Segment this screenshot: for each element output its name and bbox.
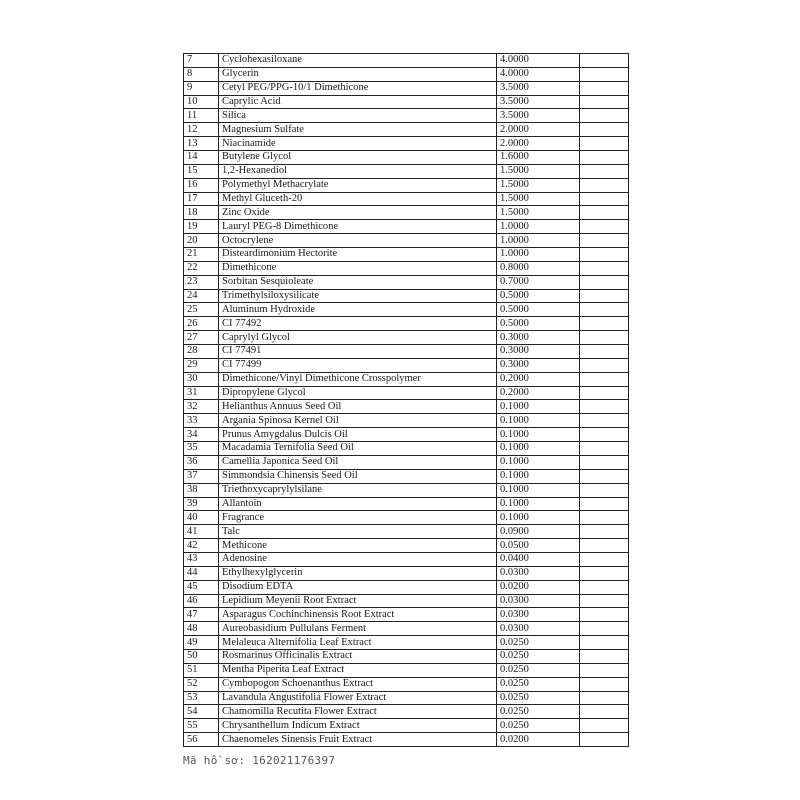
ingredient-name: Ethylhexylglycerin xyxy=(219,566,497,580)
ingredient-percentage: 0.0200 xyxy=(497,580,580,594)
row-number: 18 xyxy=(184,206,219,220)
row-number: 7 xyxy=(184,54,219,68)
ingredient-percentage: 1.6000 xyxy=(497,151,580,165)
table-row xyxy=(184,54,629,68)
ingredient-percentage: 4.0000 xyxy=(497,54,580,68)
table-row xyxy=(184,358,629,372)
table-row xyxy=(184,705,629,719)
ingredient-name: Octocrylene xyxy=(219,234,497,248)
row-number: 40 xyxy=(184,511,219,525)
ingredient-percentage: 1.5000 xyxy=(497,206,580,220)
table-row xyxy=(184,580,629,594)
table-row xyxy=(184,511,629,525)
empty-cell xyxy=(580,67,629,81)
empty-cell xyxy=(580,275,629,289)
table-row xyxy=(184,525,629,539)
row-number: 47 xyxy=(184,608,219,622)
ingredient-name: Camellia Japonica Seed Oil xyxy=(219,455,497,469)
ingredient-table-body xyxy=(184,54,629,747)
empty-cell xyxy=(580,95,629,109)
row-number: 28 xyxy=(184,345,219,359)
ingredient-percentage: 0.1000 xyxy=(497,497,580,511)
row-number: 24 xyxy=(184,289,219,303)
ingredient-percentage: 0.0250 xyxy=(497,705,580,719)
ingredient-name: Caprylic Acid xyxy=(219,95,497,109)
empty-cell xyxy=(580,123,629,137)
row-number: 13 xyxy=(184,137,219,151)
row-number: 54 xyxy=(184,705,219,719)
ingredient-percentage: 1.5000 xyxy=(497,164,580,178)
row-number: 15 xyxy=(184,164,219,178)
table-row xyxy=(184,372,629,386)
ingredient-percentage: 0.7000 xyxy=(497,275,580,289)
table-row xyxy=(184,95,629,109)
table-row xyxy=(184,497,629,511)
ingredient-name: Lauryl PEG-8 Dimethicone xyxy=(219,220,497,234)
table-row xyxy=(184,178,629,192)
table-row xyxy=(184,248,629,262)
row-number: 49 xyxy=(184,636,219,650)
ingredient-name: Butylene Glycol xyxy=(219,151,497,165)
ingredient-percentage: 1.5000 xyxy=(497,178,580,192)
row-number: 20 xyxy=(184,234,219,248)
ingredient-percentage: 2.0000 xyxy=(497,123,580,137)
table-row xyxy=(184,622,629,636)
ingredient-name: Talc xyxy=(219,525,497,539)
ingredient-percentage: 0.0200 xyxy=(497,733,580,747)
ingredient-name: CI 77499 xyxy=(219,358,497,372)
ingredient-name: Simmondsia Chinensis Seed Oil xyxy=(219,469,497,483)
empty-cell xyxy=(580,622,629,636)
ingredient-name: 1,2-Hexanediol xyxy=(219,164,497,178)
ingredient-name: Glycerin xyxy=(219,67,497,81)
ingredient-name: Aureobasidium Pullulans Ferment xyxy=(219,622,497,636)
row-number: 27 xyxy=(184,331,219,345)
ingredient-name: Chaenomeles Sinensis Fruit Extract xyxy=(219,733,497,747)
ingredient-name: Dipropylene Glycol xyxy=(219,386,497,400)
empty-cell xyxy=(580,220,629,234)
ingredient-name: Sorbitan Sesquioleate xyxy=(219,275,497,289)
row-number: 16 xyxy=(184,178,219,192)
ingredient-percentage: 0.1000 xyxy=(497,442,580,456)
empty-cell xyxy=(580,469,629,483)
table-row xyxy=(184,345,629,359)
empty-cell xyxy=(580,636,629,650)
ingredient-percentage: 0.1000 xyxy=(497,414,580,428)
row-number: 46 xyxy=(184,594,219,608)
table-row xyxy=(184,164,629,178)
ingredient-name: Macadamia Ternifolia Seed Oil xyxy=(219,442,497,456)
table-row xyxy=(184,719,629,733)
ingredient-percentage: 0.1000 xyxy=(497,483,580,497)
ingredient-percentage: 0.0500 xyxy=(497,539,580,553)
row-number: 9 xyxy=(184,81,219,95)
table-row xyxy=(184,303,629,317)
empty-cell xyxy=(580,372,629,386)
empty-cell xyxy=(580,691,629,705)
ingredient-percentage: 2.0000 xyxy=(497,137,580,151)
table-row xyxy=(184,455,629,469)
ingredient-percentage: 0.2000 xyxy=(497,386,580,400)
row-number: 11 xyxy=(184,109,219,123)
ingredient-percentage: 0.5000 xyxy=(497,289,580,303)
row-number: 42 xyxy=(184,539,219,553)
empty-cell xyxy=(580,317,629,331)
ingredient-percentage: 4.0000 xyxy=(497,67,580,81)
table-row xyxy=(184,275,629,289)
ingredient-percentage: 0.1000 xyxy=(497,511,580,525)
empty-cell xyxy=(580,206,629,220)
row-number: 17 xyxy=(184,192,219,206)
ingredient-percentage: 0.0250 xyxy=(497,663,580,677)
table-row xyxy=(184,663,629,677)
empty-cell xyxy=(580,677,629,691)
row-number: 36 xyxy=(184,455,219,469)
table-row xyxy=(184,81,629,95)
ingredient-name: Cetyl PEG/PPG-10/1 Dimethicone xyxy=(219,81,497,95)
table-row xyxy=(184,469,629,483)
row-number: 53 xyxy=(184,691,219,705)
empty-cell xyxy=(580,483,629,497)
table-row xyxy=(184,151,629,165)
row-number: 48 xyxy=(184,622,219,636)
empty-cell xyxy=(580,525,629,539)
empty-cell xyxy=(580,248,629,262)
ingredient-name: Methicone xyxy=(219,539,497,553)
empty-cell xyxy=(580,442,629,456)
row-number: 26 xyxy=(184,317,219,331)
empty-cell xyxy=(580,539,629,553)
empty-cell xyxy=(580,151,629,165)
table-row xyxy=(184,566,629,580)
row-number: 44 xyxy=(184,566,219,580)
ingredient-name: Allantoin xyxy=(219,497,497,511)
ingredient-percentage: 1.5000 xyxy=(497,192,580,206)
empty-cell xyxy=(580,511,629,525)
ingredient-name: Magnesium Sulfate xyxy=(219,123,497,137)
row-number: 32 xyxy=(184,400,219,414)
ingredient-percentage: 0.0250 xyxy=(497,636,580,650)
row-number: 22 xyxy=(184,261,219,275)
ingredient-percentage: 0.5000 xyxy=(497,317,580,331)
row-number: 12 xyxy=(184,123,219,137)
ingredient-percentage: 0.0250 xyxy=(497,691,580,705)
empty-cell xyxy=(580,719,629,733)
ingredient-name: Aluminum Hydroxide xyxy=(219,303,497,317)
table-row xyxy=(184,386,629,400)
table-row xyxy=(184,67,629,81)
ingredient-percentage: 0.1000 xyxy=(497,400,580,414)
ingredient-percentage: 0.8000 xyxy=(497,261,580,275)
ingredient-percentage: 0.3000 xyxy=(497,345,580,359)
empty-cell xyxy=(580,54,629,68)
ingredient-name: Triethoxycaprylylsilane xyxy=(219,483,497,497)
empty-cell xyxy=(580,234,629,248)
row-number: 41 xyxy=(184,525,219,539)
ingredient-name: Trimethylsiloxysilicate xyxy=(219,289,497,303)
row-number: 37 xyxy=(184,469,219,483)
row-number: 29 xyxy=(184,358,219,372)
table-row xyxy=(184,261,629,275)
ingredient-percentage: 0.0250 xyxy=(497,649,580,663)
ingredient-name: Mentha Piperita Leaf Extract xyxy=(219,663,497,677)
empty-cell xyxy=(580,345,629,359)
table-row xyxy=(184,594,629,608)
ingredient-name: Adenosine xyxy=(219,552,497,566)
ingredient-percentage: 0.0300 xyxy=(497,566,580,580)
ingredient-name: Chamomilla Recutita Flower Extract xyxy=(219,705,497,719)
empty-cell xyxy=(580,81,629,95)
row-number: 30 xyxy=(184,372,219,386)
row-number: 51 xyxy=(184,663,219,677)
table-row xyxy=(184,414,629,428)
empty-cell xyxy=(580,428,629,442)
table-row xyxy=(184,331,629,345)
record-code: Mã hồ sơ: 162021176397 xyxy=(183,754,336,767)
ingredient-percentage: 0.0400 xyxy=(497,552,580,566)
table-row xyxy=(184,192,629,206)
empty-cell xyxy=(580,386,629,400)
row-number: 38 xyxy=(184,483,219,497)
table-row xyxy=(184,442,629,456)
row-number: 55 xyxy=(184,719,219,733)
table-row xyxy=(184,123,629,137)
empty-cell xyxy=(580,594,629,608)
ingredient-percentage: 1.0000 xyxy=(497,234,580,248)
ingredient-name: CI 77492 xyxy=(219,317,497,331)
ingredient-name: Lavandula Angustifolia Flower Extract xyxy=(219,691,497,705)
table-row xyxy=(184,539,629,553)
table-row xyxy=(184,137,629,151)
table-row xyxy=(184,289,629,303)
empty-cell xyxy=(580,109,629,123)
row-number: 52 xyxy=(184,677,219,691)
ingredient-percentage: 0.0900 xyxy=(497,525,580,539)
ingredient-percentage: 0.0300 xyxy=(497,608,580,622)
ingredient-percentage: 0.1000 xyxy=(497,455,580,469)
empty-cell xyxy=(580,289,629,303)
ingredient-name: Cymbopogon Schoenanthus Extract xyxy=(219,677,497,691)
empty-cell xyxy=(580,331,629,345)
row-number: 10 xyxy=(184,95,219,109)
row-number: 45 xyxy=(184,580,219,594)
ingredient-name: Lepidium Meyenii Root Extract xyxy=(219,594,497,608)
empty-cell xyxy=(580,552,629,566)
ingredient-table xyxy=(183,53,629,747)
row-number: 34 xyxy=(184,428,219,442)
empty-cell xyxy=(580,663,629,677)
ingredient-percentage: 0.0250 xyxy=(497,719,580,733)
ingredient-name: Rosmarinus Officinalis Extract xyxy=(219,649,497,663)
ingredient-percentage: 0.0300 xyxy=(497,622,580,636)
row-number: 31 xyxy=(184,386,219,400)
empty-cell xyxy=(580,733,629,747)
table-row xyxy=(184,649,629,663)
ingredient-name: Dimethicone xyxy=(219,261,497,275)
ingredient-name: Polymethyl Methacrylate xyxy=(219,178,497,192)
ingredient-percentage: 0.2000 xyxy=(497,372,580,386)
row-number: 8 xyxy=(184,67,219,81)
ingredient-name: Caprylyl Glycol xyxy=(219,331,497,345)
row-number: 21 xyxy=(184,248,219,262)
empty-cell xyxy=(580,608,629,622)
row-number: 43 xyxy=(184,552,219,566)
table-row xyxy=(184,483,629,497)
ingredient-name: Disodium EDTA xyxy=(219,580,497,594)
row-number: 33 xyxy=(184,414,219,428)
empty-cell xyxy=(580,455,629,469)
empty-cell xyxy=(580,400,629,414)
ingredient-percentage: 3.5000 xyxy=(497,95,580,109)
empty-cell xyxy=(580,497,629,511)
ingredient-percentage: 0.3000 xyxy=(497,358,580,372)
table-row xyxy=(184,220,629,234)
table-row xyxy=(184,552,629,566)
ingredient-name: Niacinamide xyxy=(219,137,497,151)
ingredient-percentage: 1.0000 xyxy=(497,248,580,262)
empty-cell xyxy=(580,164,629,178)
ingredient-name: CI 77491 xyxy=(219,345,497,359)
ingredient-name: Prunus Amygdalus Dulcis Oil xyxy=(219,428,497,442)
ingredient-percentage: 0.0250 xyxy=(497,677,580,691)
ingredient-percentage: 0.5000 xyxy=(497,303,580,317)
ingredient-name: Cyclohexasiloxane xyxy=(219,54,497,68)
row-number: 14 xyxy=(184,151,219,165)
empty-cell xyxy=(580,137,629,151)
row-number: 50 xyxy=(184,649,219,663)
table-row xyxy=(184,608,629,622)
empty-cell xyxy=(580,192,629,206)
ingredient-name: Asparagus Cochinchinensis Root Extract xyxy=(219,608,497,622)
ingredient-name: Silica xyxy=(219,109,497,123)
empty-cell xyxy=(580,358,629,372)
empty-cell xyxy=(580,178,629,192)
ingredient-percentage: 0.3000 xyxy=(497,331,580,345)
ingredient-name: Methyl Gluceth-20 xyxy=(219,192,497,206)
empty-cell xyxy=(580,414,629,428)
table-row xyxy=(184,733,629,747)
empty-cell xyxy=(580,705,629,719)
row-number: 25 xyxy=(184,303,219,317)
row-number: 39 xyxy=(184,497,219,511)
table-row xyxy=(184,400,629,414)
empty-cell xyxy=(580,649,629,663)
table-row xyxy=(184,428,629,442)
empty-cell xyxy=(580,261,629,275)
ingredient-name: Disteardimonium Hectorite xyxy=(219,248,497,262)
row-number: 23 xyxy=(184,275,219,289)
table-row xyxy=(184,677,629,691)
ingredient-percentage: 3.5000 xyxy=(497,109,580,123)
ingredient-name: Melaleuca Alternifolia Leaf Extract xyxy=(219,636,497,650)
ingredient-name: Zinc Oxide xyxy=(219,206,497,220)
table-row xyxy=(184,234,629,248)
ingredient-percentage: 1.0000 xyxy=(497,220,580,234)
ingredient-percentage: 0.0300 xyxy=(497,594,580,608)
row-number: 35 xyxy=(184,442,219,456)
row-number: 19 xyxy=(184,220,219,234)
ingredient-name: Fragrance xyxy=(219,511,497,525)
table-row xyxy=(184,636,629,650)
table-row xyxy=(184,206,629,220)
ingredient-percentage: 3.5000 xyxy=(497,81,580,95)
empty-cell xyxy=(580,566,629,580)
ingredient-name: Chrysanthellum Indicum Extract xyxy=(219,719,497,733)
table-row xyxy=(184,317,629,331)
empty-cell xyxy=(580,580,629,594)
ingredient-name: Helianthus Annuus Seed Oil xyxy=(219,400,497,414)
table-row xyxy=(184,109,629,123)
empty-cell xyxy=(580,303,629,317)
ingredient-name: Argania Spinosa Kernel Oil xyxy=(219,414,497,428)
row-number: 56 xyxy=(184,733,219,747)
table-row xyxy=(184,691,629,705)
ingredient-percentage: 0.1000 xyxy=(497,469,580,483)
ingredient-percentage: 0.1000 xyxy=(497,428,580,442)
ingredient-name: Dimethicone/Vinyl Dimethicone Crosspolymer xyxy=(219,372,497,386)
